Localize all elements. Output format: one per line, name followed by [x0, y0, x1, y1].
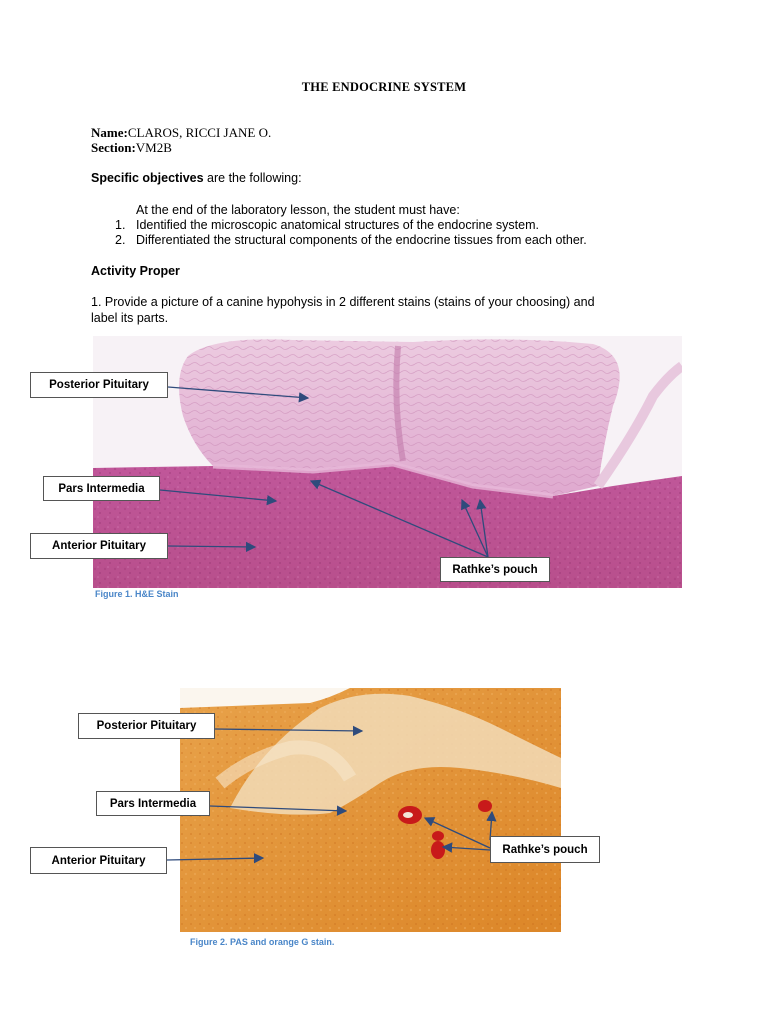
question-line-2: label its parts.: [91, 311, 169, 325]
label-rathkes-pouch-2: Rathke’s pouch: [490, 836, 600, 863]
label-posterior-pituitary-1: Posterior Pituitary: [30, 372, 168, 398]
objective-text: Identified the microscopic anatomical structures of the endocrine system.: [136, 218, 539, 232]
objective-number: 1.: [115, 218, 126, 232]
document-title: THE ENDOCRINE SYSTEM: [301, 80, 467, 94]
arrow-rathke-2c: [443, 847, 490, 850]
label-anterior-pituitary-2: Anterior Pituitary: [30, 847, 167, 874]
objective-number: 2.: [115, 233, 126, 247]
arrow-posterior-2: [215, 729, 362, 731]
objectives-bold: Specific objectives: [91, 171, 204, 185]
label-posterior-pituitary-2: Posterior Pituitary: [78, 713, 215, 739]
name-value: CLAROS, RICCI JANE O.: [127, 125, 272, 140]
label-pars-intermedia-2: Pars Intermedia: [96, 791, 210, 816]
objective-text: Differentiated the structural components of the endocrine tissues from each other.: [136, 233, 587, 247]
section-label: Section:: [91, 140, 136, 155]
arrow-intermedia-2: [210, 806, 346, 811]
arrow-anterior-2: [167, 858, 263, 860]
question-line-1: 1. Provide a picture of a canine hypohysis in 2 different stains (stains of your choosing) and: [91, 295, 595, 309]
name-label: Name:: [91, 125, 128, 140]
objectives-rest: are the following:: [207, 171, 302, 185]
label-anterior-pituitary-1: Anterior Pituitary: [30, 533, 168, 559]
objectives-intro: At the end of the laboratory lesson, the student must have:: [136, 203, 460, 217]
label-pars-intermedia-1: Pars Intermedia: [43, 476, 160, 501]
figure-2-caption: Figure 2. PAS and orange G stain.: [190, 937, 335, 947]
label-rathkes-pouch-1: Rathke’s pouch: [440, 557, 550, 582]
figure-1-caption: Figure 1. H&E Stain: [95, 589, 179, 599]
activity-heading: Activity Proper: [91, 264, 180, 278]
section-value: VM2B: [135, 140, 172, 155]
arrow-rathke-2a: [425, 818, 490, 848]
